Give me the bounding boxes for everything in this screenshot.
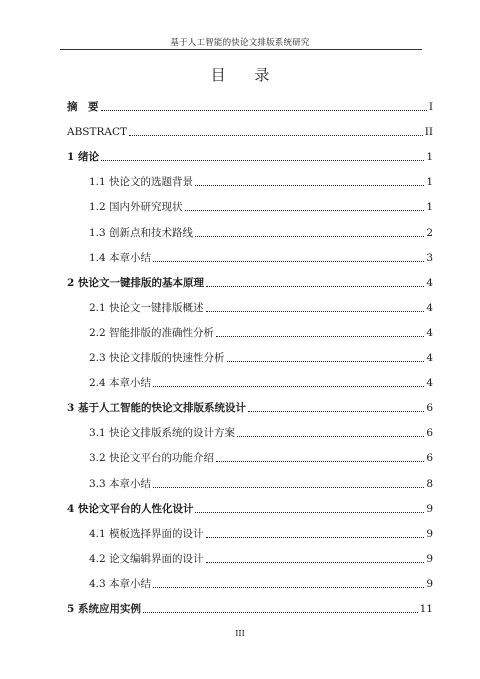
toc-title: 目 录 [210, 66, 282, 84]
toc-entry[interactable] [89, 527, 433, 541]
toc-entry[interactable] [89, 251, 433, 265]
toc-entry-label: 1.1 快论文的选题背景 [89, 176, 194, 189]
toc-entry-page: 9 [426, 552, 433, 565]
toc-entry-label: 2.4 本章小结 [89, 377, 152, 390]
toc-entry-page: 4 [426, 301, 433, 314]
toc-entry[interactable] [89, 226, 433, 240]
page-number: III [235, 629, 245, 638]
dot-leader [206, 561, 425, 563]
toc-entry[interactable] [67, 100, 433, 114]
dot-leader [153, 260, 424, 262]
dot-leader [195, 184, 424, 186]
toc-entry[interactable] [67, 125, 433, 139]
toc-entry-label: 2.2 智能排版的准确性分析 [89, 326, 215, 339]
toc-entry-page: 1 [426, 176, 433, 189]
toc-entry[interactable] [89, 426, 433, 440]
running-head: 基于人工智能的快论文排版系统研究 [170, 38, 310, 48]
toc-entry-page: 4 [426, 352, 433, 364]
toc-entry[interactable] [89, 376, 433, 390]
toc-entry-page: 9 [426, 527, 433, 540]
toc-entry-page: 6 [426, 452, 433, 465]
toc-entry-page: 6 [426, 402, 433, 415]
toc-entry[interactable] [67, 150, 433, 164]
dot-leader [195, 511, 424, 513]
dot-leader [216, 335, 424, 337]
dot-leader [153, 385, 424, 387]
toc-entry-page: 9 [426, 577, 433, 590]
dot-leader [101, 159, 424, 161]
toc-entry[interactable] [67, 602, 433, 616]
toc-entry[interactable] [67, 502, 433, 516]
toc-entry-page: 9 [426, 502, 433, 515]
toc-entry-label: ABSTRACT [67, 126, 128, 139]
dot-leader [237, 435, 424, 437]
dot-leader [185, 209, 425, 211]
toc-entry[interactable] [89, 552, 433, 566]
dot-leader [248, 410, 424, 412]
toc-entry-label: 3.3 本章小结 [89, 477, 152, 490]
toc-entry-page: 1 [426, 151, 433, 164]
dot-leader [153, 586, 424, 588]
toc-entry-page: 6 [426, 427, 433, 440]
toc-entry-page: 4 [426, 276, 433, 289]
toc-entry-label: 3 基于人工智能的快论文排版系统设计 [67, 402, 246, 415]
toc-entry-page: 4 [426, 377, 433, 390]
toc-entry[interactable] [67, 276, 433, 290]
toc-entry[interactable] [89, 301, 433, 315]
toc-entry-page: I [428, 101, 433, 113]
dot-leader [143, 611, 418, 613]
toc-entry[interactable] [89, 451, 433, 465]
toc-entry-label: 2 快论文一键排版的基本原理 [67, 276, 204, 289]
toc-entry[interactable] [89, 200, 433, 214]
toc-entry[interactable] [67, 401, 433, 415]
toc-entry-label: 2.3 快论文排版的快速性分析 [89, 352, 225, 364]
dot-leader [206, 285, 424, 287]
dot-leader [227, 360, 425, 362]
toc-entry-label: 5 系统应用实例 [67, 603, 141, 615]
toc-entry[interactable] [89, 326, 433, 340]
dot-leader [129, 134, 423, 136]
toc-entry-label: 3.2 快论文平台的功能介绍 [89, 452, 215, 465]
toc-entry[interactable] [89, 477, 433, 491]
header-rule [60, 49, 422, 50]
toc-entry-label: 3.1 快论文排版系统的设计方案 [89, 427, 236, 440]
dot-leader [206, 310, 425, 312]
dot-leader [206, 536, 425, 538]
toc-entry-label: 4 快论文平台的人性化设计 [67, 502, 194, 515]
dot-leader [195, 235, 424, 237]
toc-entry-label: 1.3 创新点和技术路线 [89, 226, 194, 239]
toc-entry-label: 4.3 本章小结 [89, 577, 152, 590]
toc-entry-label: 4.2 论文编辑界面的设计 [89, 552, 204, 565]
toc-entry-label: 1.4 本章小结 [89, 251, 152, 264]
toc-entry[interactable] [89, 175, 433, 189]
dot-leader [153, 486, 424, 488]
toc-entry-page: 1 [426, 201, 433, 214]
toc-entry-page: 3 [426, 251, 433, 264]
toc-entry-label: 1.2 国内外研究现状 [89, 201, 183, 214]
toc-entry[interactable] [89, 351, 433, 365]
toc-entry-page: 8 [426, 477, 433, 490]
toc-entry-label: 2.1 快论文一键排版概述 [89, 301, 204, 314]
toc-entry-page: II [424, 126, 433, 139]
toc-entry-label: 4.1 模板选择界面的设计 [89, 527, 204, 540]
toc-entry[interactable] [89, 577, 433, 591]
toc-entry-label: 摘 要 [67, 101, 99, 113]
toc-entry-page: 4 [426, 326, 433, 339]
dot-leader [216, 460, 424, 462]
toc-entry-page: 2 [426, 226, 433, 239]
toc-entry-page: 11 [419, 603, 433, 615]
dot-leader [101, 109, 427, 111]
toc-entry-label: 1 绪论 [67, 151, 99, 164]
